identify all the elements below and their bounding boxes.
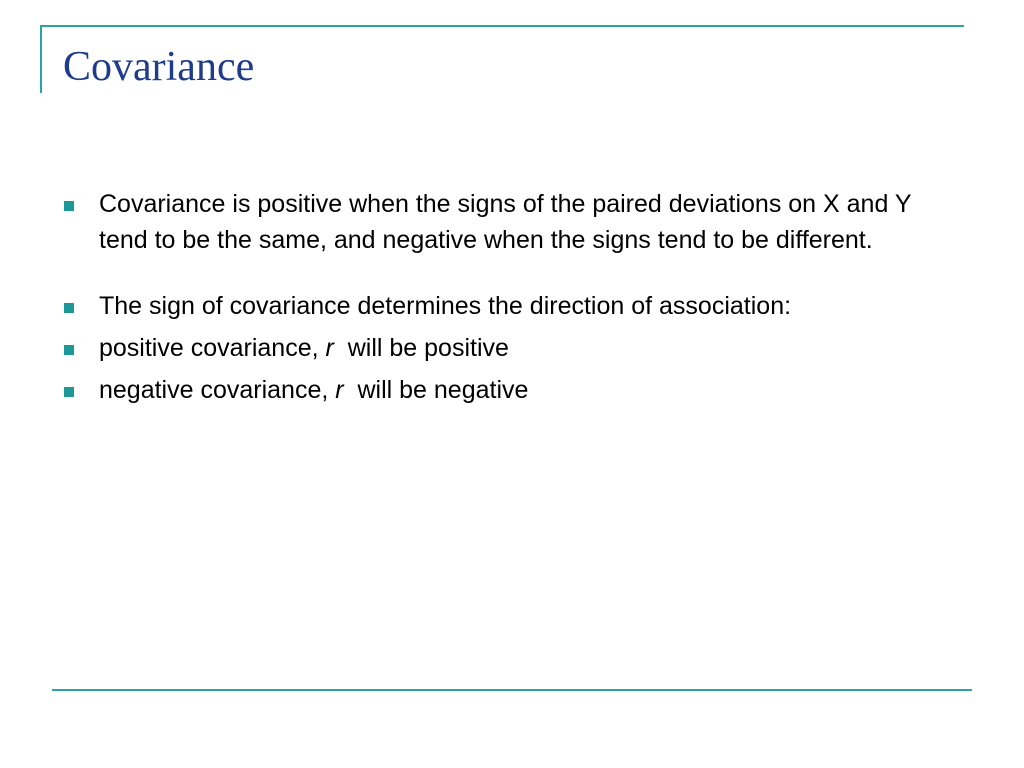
bullet-item: [62, 372, 962, 408]
bullet-item: [62, 288, 962, 324]
bullet-text: will be positive: [333, 334, 509, 362]
bullet-item: [62, 330, 962, 366]
variable-r: r: [335, 376, 344, 404]
bullet-text: Covariance is positive when the signs of the paired deviations on X and Y tend to be the same, and negative when the signs tend to be different.: [99, 190, 912, 254]
slide-title: Covariance: [63, 44, 255, 90]
square-bullet-icon: [64, 387, 74, 397]
bullet-text: positive covariance,: [99, 334, 326, 362]
title-rule: [40, 25, 42, 93]
square-bullet-icon: [64, 303, 74, 313]
bullet-list: [62, 186, 962, 408]
square-bullet-icon: [64, 345, 74, 355]
bottom-rule: [52, 689, 972, 691]
top-rule: [40, 25, 964, 27]
square-bullet-icon: [64, 201, 74, 211]
variable-r: r: [325, 334, 334, 362]
bullet-text: negative covariance,: [99, 376, 336, 404]
bullet-item: [62, 186, 962, 258]
bullet-text: The sign of covariance determines the direction of association:: [99, 292, 792, 320]
bullet-text: will be negative: [343, 376, 529, 404]
